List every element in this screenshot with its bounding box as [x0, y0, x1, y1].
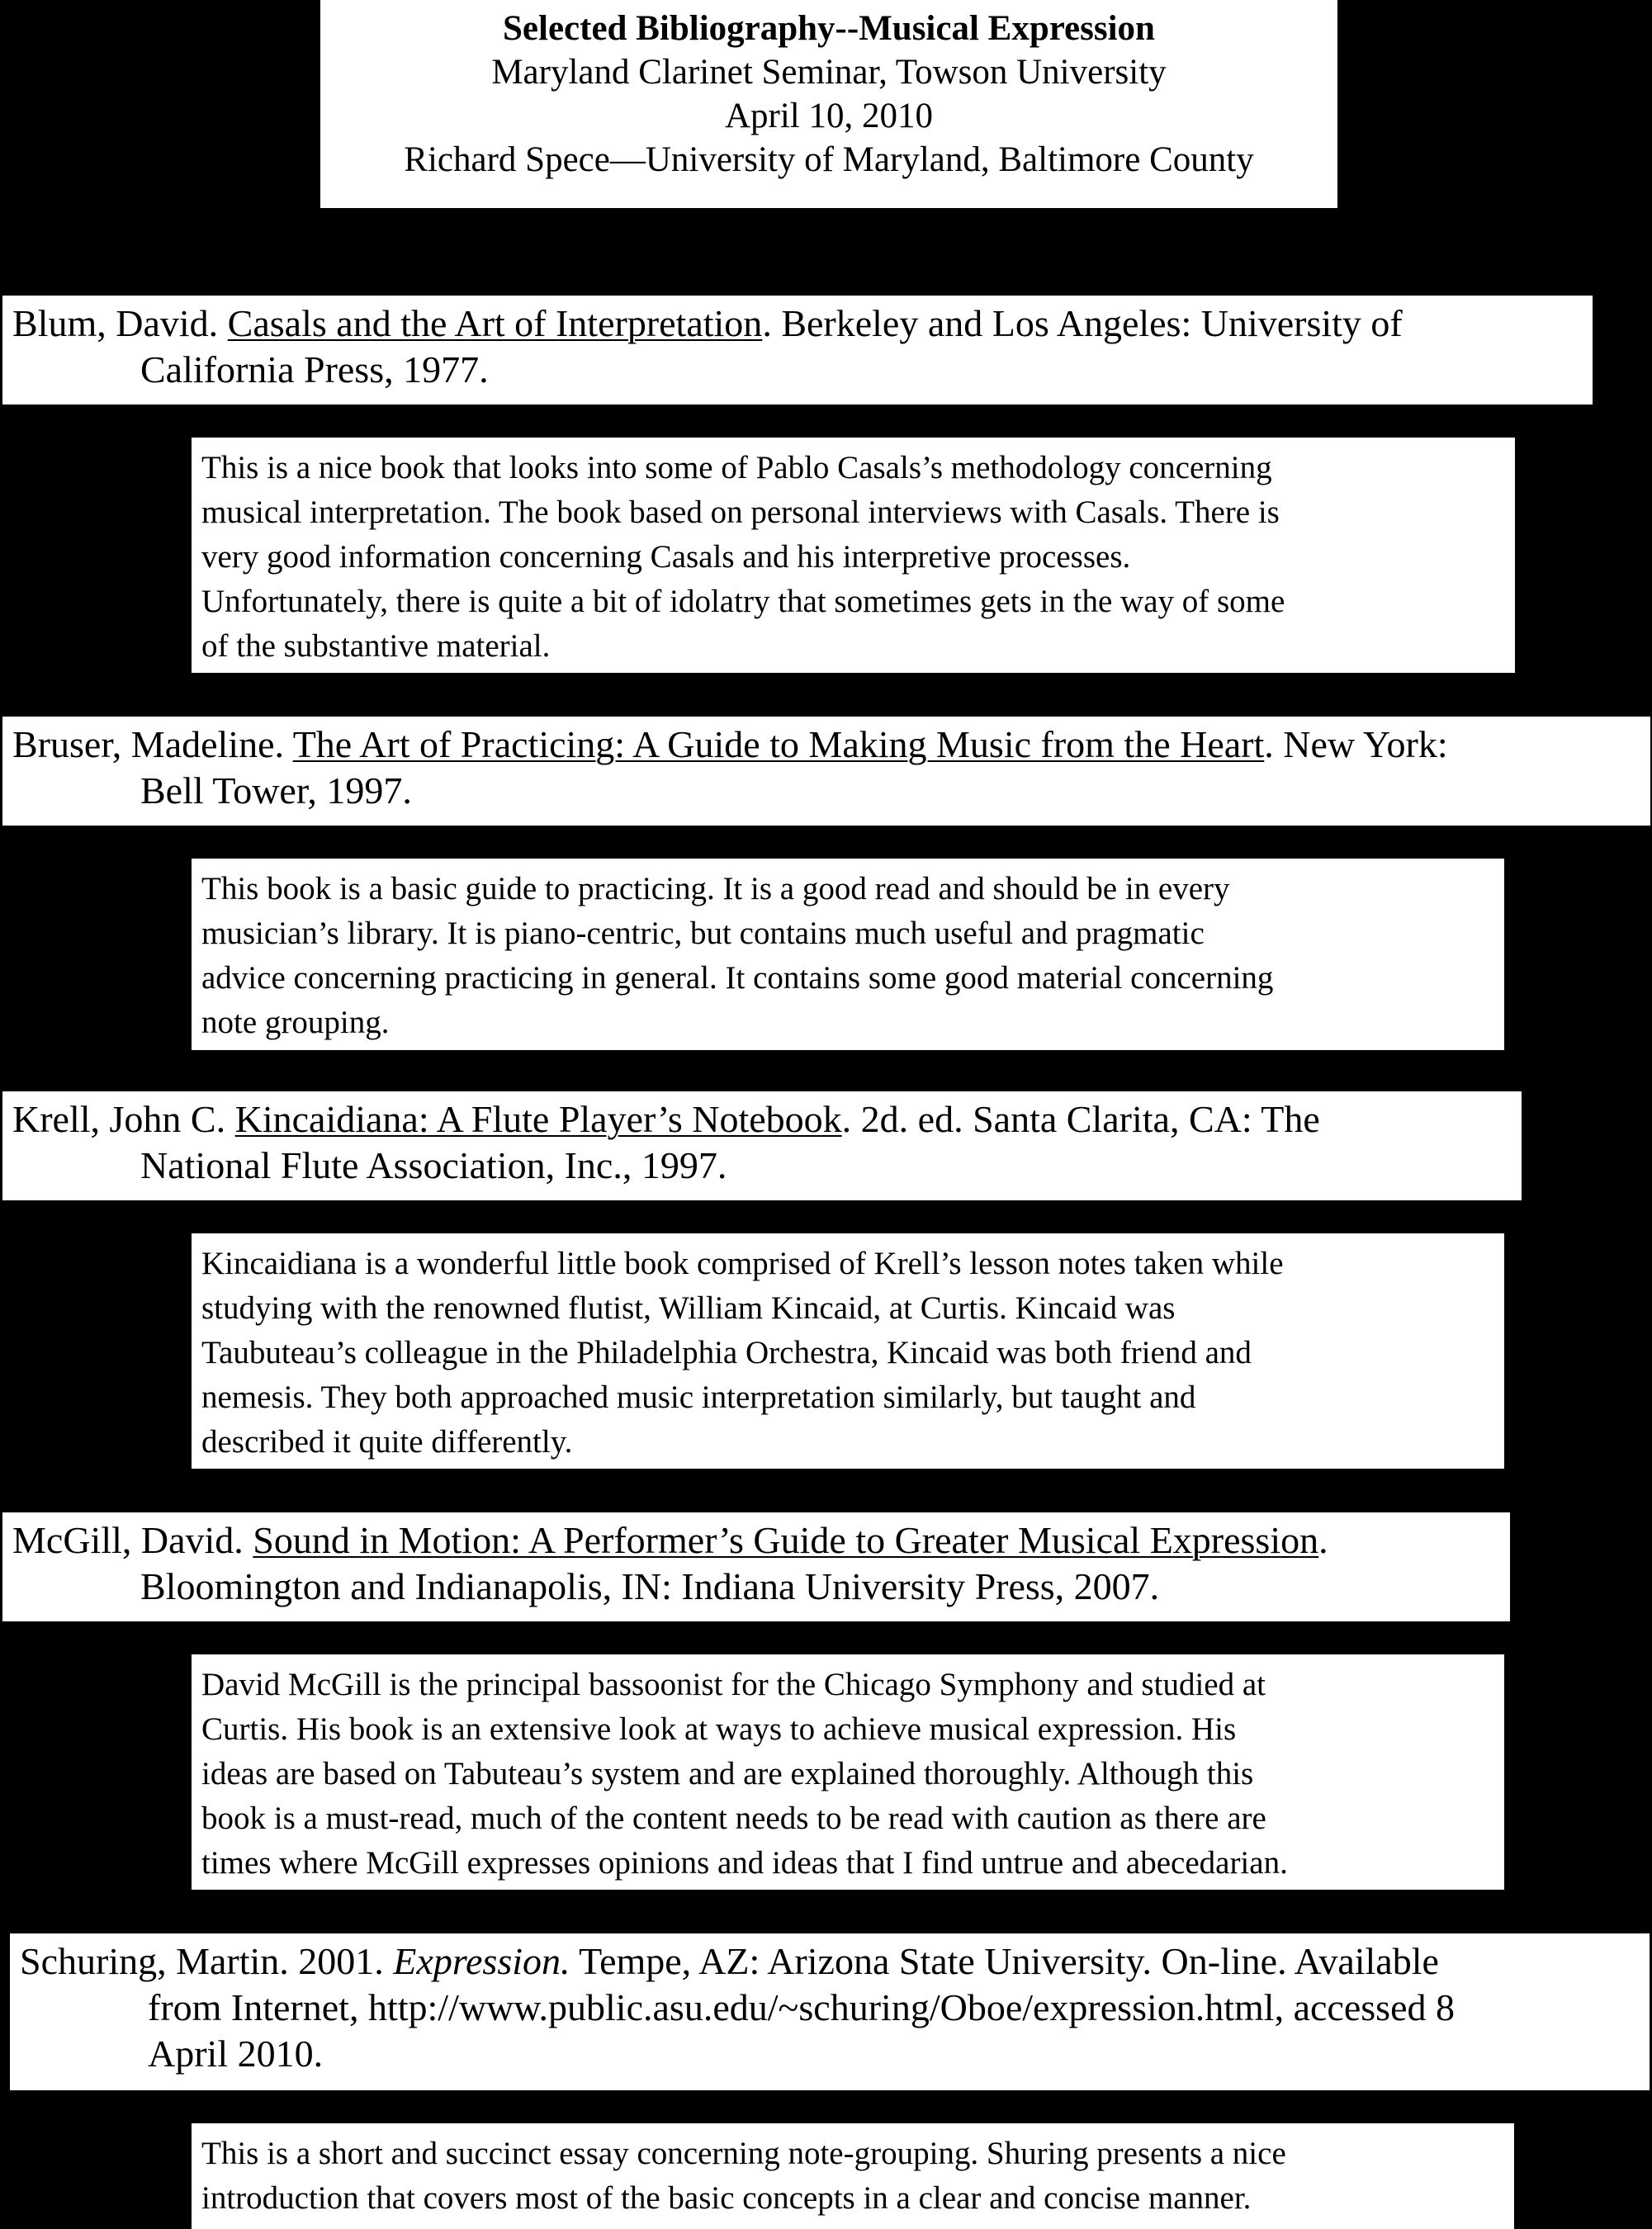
annotation-line: This is a nice book that looks into some of Pablo Casals’s methodology concerning — [201, 450, 1272, 485]
citation-bruser — [2, 717, 1650, 826]
annotation-line: very good information concerning Casals and his interpretive processes. — [201, 539, 1131, 575]
annotation-mcgill — [192, 1654, 1504, 1890]
citation-continuation: from Internet, http://www.public.asu.edu/~schuring/Oboe/expression.html, accessed 8 — [148, 1986, 1455, 2028]
citation-title: Sound in Motion: A Performer’s Guide to Greater Musical Expression — [253, 1519, 1319, 1561]
date-line: April 10, 2010 — [724, 97, 934, 135]
citation-first-line — [20, 1938, 1643, 1985]
citation-title: Casals and the Art of Interpretation — [227, 302, 763, 344]
annotation-line: David McGill is the principal bassoonist for the Chicago Symphony and studied at — [201, 1667, 1266, 1702]
citation-author: Blum, David. — [12, 302, 228, 344]
citation-first-line — [12, 722, 1644, 768]
annotation-line: advice concerning practicing in general. It contains some good material concerning — [201, 960, 1274, 996]
citation-publication: . — [1318, 1519, 1328, 1561]
annotation-line: Taubuteau’s colleague in the Philadelphia Orchestra, Kincaid was both friend and — [201, 1335, 1252, 1370]
annotation-blum — [192, 438, 1515, 673]
annotation-line: nemesis. They both approached music interpretation similarly, but taught and — [201, 1380, 1196, 1415]
annotation-krell — [192, 1233, 1504, 1469]
annotation-line: described it quite differently. — [201, 1424, 573, 1460]
citation-continuation: California Press, 1977. — [140, 348, 489, 390]
citation-author: Bruser, Madeline. — [12, 723, 293, 765]
citation-publication: . New York: — [1264, 723, 1448, 765]
citation-publication: Tempe, AZ: Arizona State University. On-line. Available — [570, 1940, 1439, 1982]
citation-publication: . 2d. ed. Santa Clarita, CA: The — [841, 1098, 1320, 1140]
annotation-line: introduction that covers most of the basic concepts in a clear and concise manner. — [201, 2180, 1252, 2216]
annotation-line: book is a must-read, much of the content needs to be read with caution as there are — [201, 1801, 1266, 1836]
annotation-line: Unfortunately, there is quite a bit of idolatry that sometimes gets in the way of some — [201, 584, 1285, 619]
annotation-schuring — [192, 2123, 1514, 2229]
annotation-line: Kincaidiana is a wonderful little book comprised of Krell’s lesson notes taken while — [201, 1246, 1284, 1281]
annotation-line: ideas are based on Tabuteau’s system and are explained thoroughly. Although this — [201, 1756, 1254, 1791]
seminar-line: Maryland Clarinet Seminar, Towson University — [491, 53, 1167, 92]
annotation-bruser — [192, 859, 1504, 1050]
citation-first-line — [12, 1517, 1503, 1564]
annotation-line: studying with the renowned flutist, William Kincaid, at Curtis. Kincaid was — [201, 1290, 1176, 1326]
citation-author: Schuring, Martin. 2001. — [20, 1940, 394, 1982]
citation-title: Kincaidiana: A Flute Player’s Notebook — [234, 1098, 842, 1140]
annotation-line: of the substantive material. — [201, 628, 551, 664]
page-title: Selected Bibliography--Musical Expression — [503, 9, 1155, 48]
citation-title: Expression. — [393, 1940, 570, 1982]
presenter-line: Richard Spece—University of Maryland, Baltimore County — [404, 140, 1254, 179]
header-box — [320, 0, 1337, 208]
citation-author: Krell, John C. — [12, 1098, 235, 1140]
annotation-line: times where McGill expresses opinions and ideas that I find untrue and abecedarian. — [201, 1845, 1288, 1881]
citation-author: McGill, David. — [12, 1519, 253, 1561]
annotation-line: musician’s library. It is piano-centric, but contains much useful and pragmatic — [201, 916, 1205, 951]
citation-blum — [2, 296, 1593, 405]
citation-continuation: Bloomington and Indianapolis, IN: Indiana University Press, 2007. — [140, 1565, 1160, 1607]
citation-krell — [2, 1091, 1522, 1200]
citation-continuation: National Flute Association, Inc., 1997. — [140, 1144, 727, 1186]
annotation-line: musical interpretation. The book based on personal interviews with Casals. There is — [201, 495, 1280, 530]
annotation-line: This is a short and succinct essay concerning note-grouping. Shuring presents a nice — [201, 2136, 1286, 2171]
annotation-line: note grouping. — [201, 1005, 390, 1040]
citation-first-line — [12, 301, 1586, 347]
citation-first-line — [12, 1096, 1515, 1143]
citation-title: The Art of Practicing: A Guide to Making Music from the Heart — [292, 723, 1265, 765]
citation-mcgill — [2, 1512, 1510, 1621]
citation-continuation: Bell Tower, 1997. — [140, 769, 412, 812]
citation-publication: . Berkeley and Los Angeles: University of — [762, 302, 1403, 344]
annotation-line: This book is a basic guide to practicing. It is a good read and should be in every — [201, 871, 1230, 906]
annotation-line: Curtis. His book is an extensive look at ways to achieve musical expression. His — [201, 1711, 1237, 1747]
citation-schuring — [10, 1933, 1650, 2090]
citation-continuation: April 2010. — [148, 2033, 324, 2075]
